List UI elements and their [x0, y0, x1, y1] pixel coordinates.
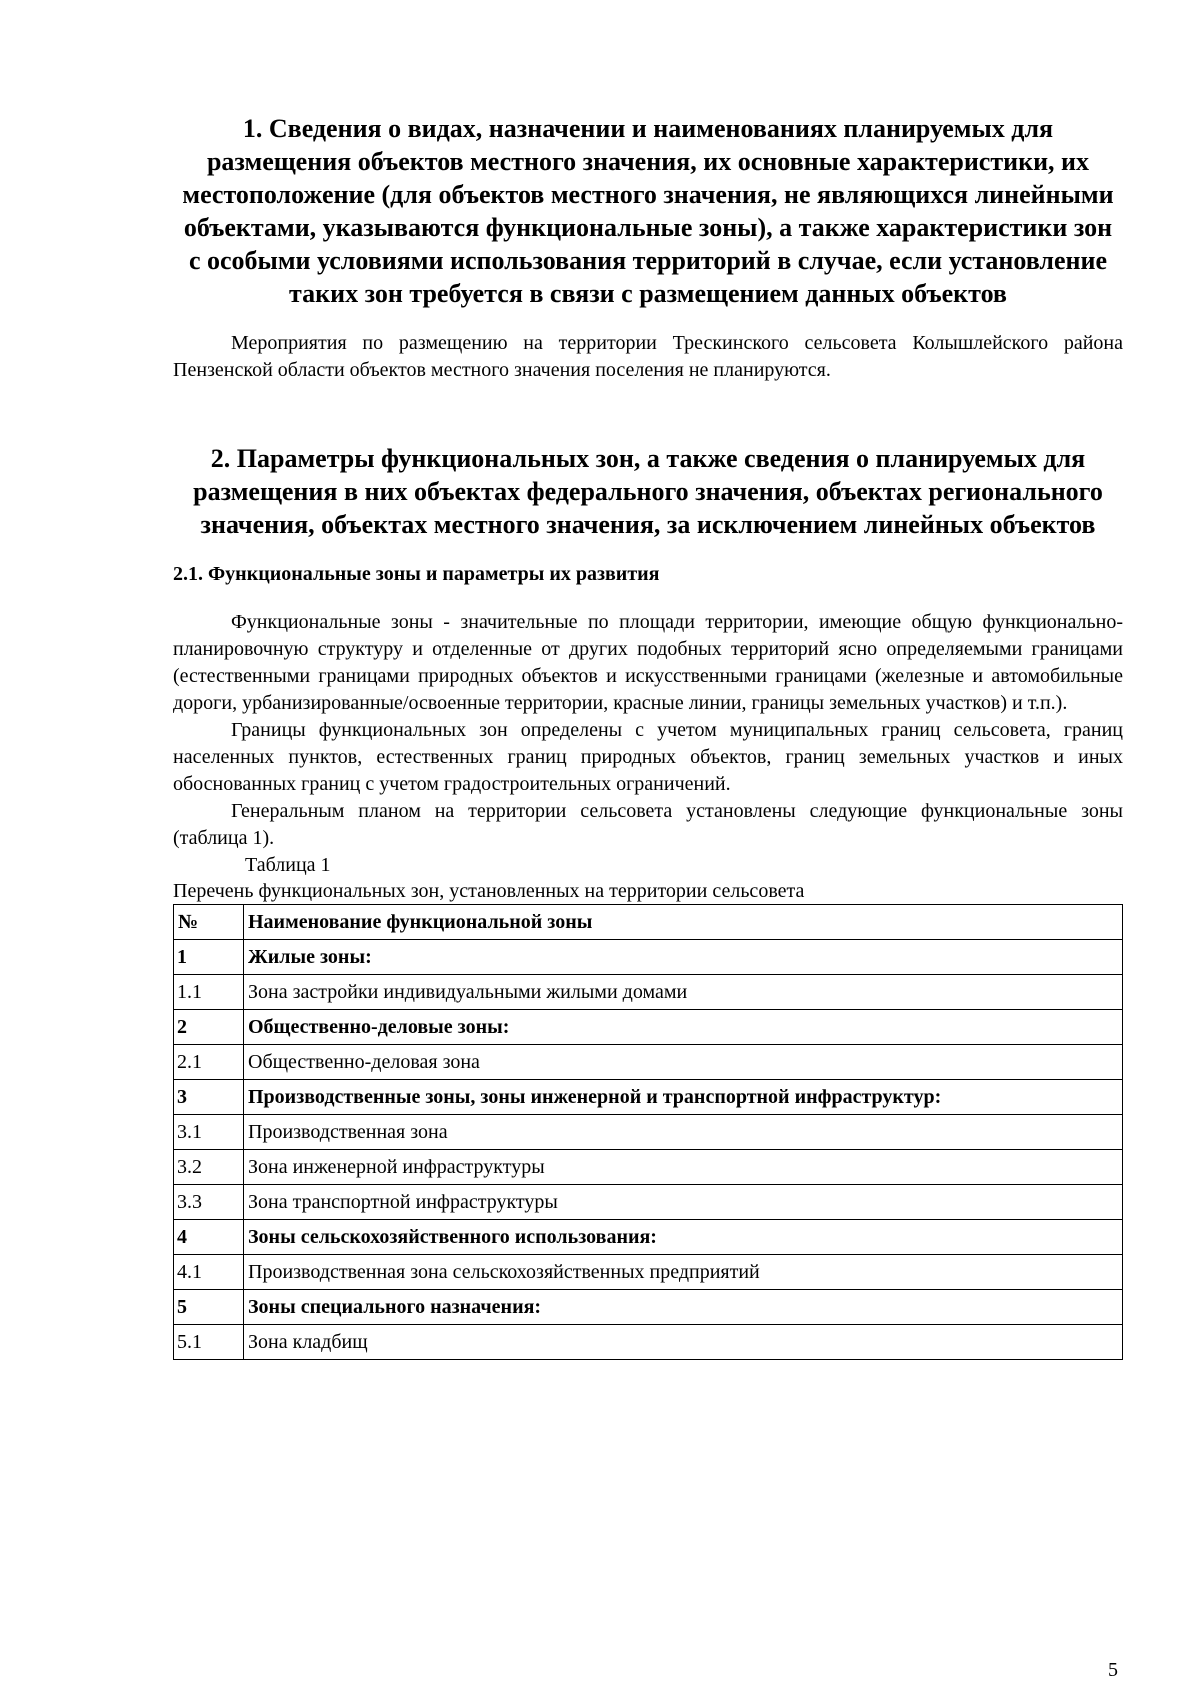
table-row-zone-group: [174, 1290, 1123, 1325]
subsection-2-1-heading: 2.1. Функциональные зоны и параметры их развития: [173, 563, 660, 585]
table-row-zone-group: [174, 1080, 1123, 1115]
table-row-zone: [174, 1325, 1123, 1360]
table-cell-zone-name: Производственные зоны, зоны инженерной и транспортной инфраструктур:: [244, 1080, 1123, 1115]
section-2-heading: 2. Параметры функциональных зон, а также сведения о планируемых для размещения в них объектах федерального значения, объектах регионального значения, объектах местного значения, за исключением линейных объектов: [193, 444, 1103, 539]
functional-zones-table: [173, 904, 1123, 1360]
table-cell-number: 1.1: [174, 975, 244, 1010]
table-body: [174, 940, 1123, 1360]
table-row-zone: [174, 1115, 1123, 1150]
section-1-paragraph: Мероприятия по размещению на территории Трескинского сельсовета Колышлейского района Пензенской области объектов местного значения поселения не планируются.: [173, 332, 1123, 381]
table-cell-number: 4: [174, 1220, 244, 1255]
table-row-zone-group: [174, 940, 1123, 975]
table-cell-zone-name: Зона инженерной инфраструктуры: [244, 1150, 1123, 1185]
table-cell-number: 3.1: [174, 1115, 244, 1150]
paragraph-established-zones: Генеральным планом на территории сельсовета установлены следующие функциональные зоны (таблица 1).: [173, 800, 1123, 849]
table-row-zone: [174, 975, 1123, 1010]
table-cell-number: 2.1: [174, 1045, 244, 1080]
table-cell-zone-name: Общественно-деловые зоны:: [244, 1010, 1123, 1045]
table-cell-zone-name: Производственная зона: [244, 1115, 1123, 1150]
section-1-heading: 1. Сведения о видах, назначении и наименованиях планируемых для размещения объектов местного значения, их основные характеристики, их местоположение (для объектов местного значения, не являющихся линейными объектами, указываются функциональные зоны), а также характеристики зон с особыми условиями использования территорий в случае, если установление таких зон требуется в связи с размещением данных объектов: [182, 114, 1114, 308]
table-number-label: Таблица 1: [245, 854, 331, 876]
table-row-zone: [174, 1150, 1123, 1185]
paragraph-zone-boundaries: Границы функциональных зон определены с учетом муниципальных границ сельсовета, границ населенных пунктов, естественных границ природных объектов, границ земельных участков и иных обоснованных границ с учетом градостроительных ограничений.: [173, 719, 1123, 795]
table-cell-number: 3: [174, 1080, 244, 1115]
table-row-zone: [174, 1255, 1123, 1290]
document-page: [173, 112, 1123, 1360]
table-row-zone: [174, 1185, 1123, 1220]
table-cell-zone-name: Зоны сельскохозяйственного использования:: [244, 1220, 1123, 1255]
table-cell-zone-name: Производственная зона сельскохозяйственных предприятий: [244, 1255, 1123, 1290]
table-cell-zone-name: Общественно-деловая зона: [244, 1045, 1123, 1080]
table-header-row: [174, 905, 1123, 940]
table-cell-number: 5: [174, 1290, 244, 1325]
table-cell-number: 1: [174, 940, 244, 975]
table-caption: Перечень функциональных зон, установленных на территории сельсовета: [173, 880, 805, 902]
table-cell-number: 4.1: [174, 1255, 244, 1290]
table-header-zone-name: Наименование функциональной зоны: [244, 905, 1123, 940]
table-row-zone: [174, 1045, 1123, 1080]
table-cell-zone-name: Зона транспортной инфраструктуры: [244, 1185, 1123, 1220]
table-cell-number: 5.1: [174, 1325, 244, 1360]
table-cell-number: 2: [174, 1010, 244, 1045]
table-cell-number: 3.2: [174, 1150, 244, 1185]
table-cell-zone-name: Жилые зоны:: [244, 940, 1123, 975]
table-cell-zone-name: Зоны специального назначения:: [244, 1290, 1123, 1325]
table-cell-number: 3.3: [174, 1185, 244, 1220]
table-cell-zone-name: Зона застройки индивидуальными жилыми домами: [244, 975, 1123, 1010]
table-row-zone-group: [174, 1220, 1123, 1255]
table-row-zone-group: [174, 1010, 1123, 1045]
paragraph-functional-zones-definition: Функциональные зоны - значительные по площади территории, имеющие общую функционально-планировочную структуру и отделенные от других подобных территорий ясно определяемыми границами (естественными границами природных объектов и искусственными границами (железные и автомобильные дороги, урбанизированные/освоенные территории, красные линии, границы земельных участков) и т.п.).: [173, 611, 1123, 714]
table-cell-zone-name: Зона кладбищ: [244, 1325, 1123, 1360]
page-number: 5: [1108, 1659, 1118, 1681]
table-header-number: №: [174, 905, 244, 940]
